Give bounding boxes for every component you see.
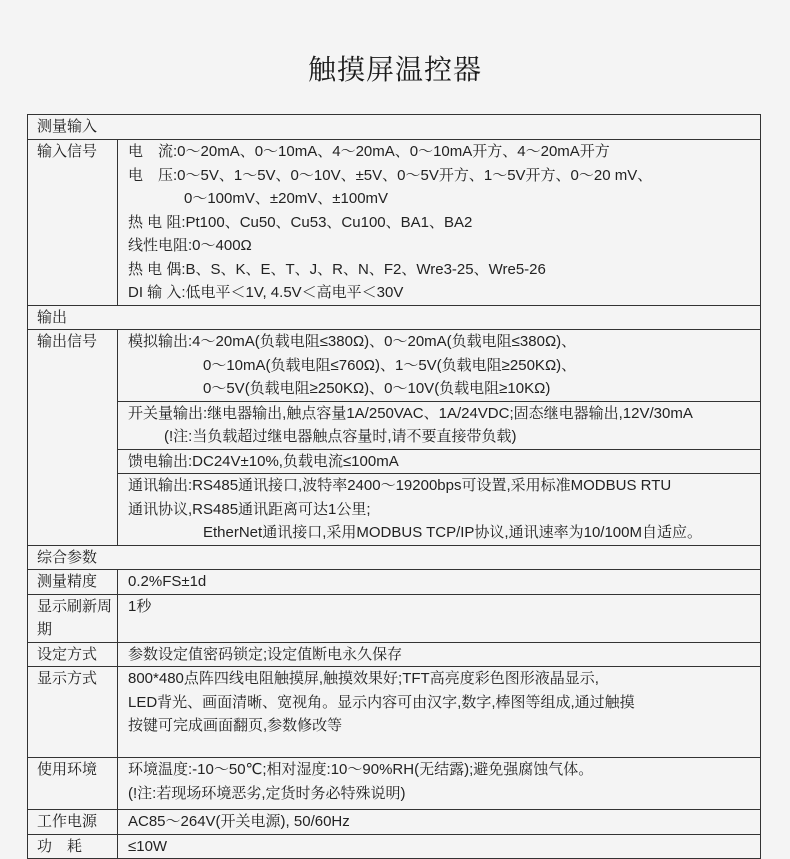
environment-value xyxy=(118,758,761,810)
label-output-signal: 输出信号 xyxy=(28,330,118,546)
spec-line: EtherNet通讯接口,采用MODBUS TCP/IP协议,通讯速率为10/100M自适应。 xyxy=(203,524,702,541)
spec-line: 模拟输出:4～20mA(负载电阻≤380Ω)、0～20mA(负载电阻≤380Ω)、 xyxy=(128,333,577,350)
spec-line: 0～10mA(负载电阻≤760Ω)、1～5V(负载电阻≥250KΩ)、 xyxy=(203,356,577,374)
spec-line: 开关量输出:继电器输出,触点容量1A/250VAC、1A/24VDC;固态继电器输出,12V/30mA xyxy=(128,404,693,422)
spec-line: 通讯协议,RS485通讯距离可达1公里; xyxy=(128,500,371,518)
spec-line: (!注:当负载超过继电器触点容量时,请不要直接带负载) xyxy=(164,428,517,445)
setting-value: 参数设定值密码锁定;设定值断电永久保存 xyxy=(118,642,761,667)
spec-line: DI 输 入:低电平＜1V, 4.5V＜高电平＜30V xyxy=(128,284,404,301)
label-refresh: 显示刷新周期 xyxy=(28,594,118,642)
label-environment: 使用环境 xyxy=(28,758,118,810)
spec-line: 电 流:0～20mA、0～10mA、4～20mA、0～10mA开方、4～20mA开方 xyxy=(128,143,610,160)
refresh-value: 1秒 xyxy=(118,594,761,642)
spec-line: (!注:若现场环境恶劣,定货时务必特殊说明) xyxy=(128,784,406,802)
spec-line: 热 电 偶:B、S、K、E、T、J、R、N、F2、Wre3-25、Wre5-26 xyxy=(128,260,546,278)
section-output: 输出 xyxy=(28,305,761,330)
analog-output xyxy=(118,330,761,402)
spec-line: LED背光、画面清晰、宽视角。显示内容可由汉字,数字,棒图等组成,通过触摸 xyxy=(128,693,635,711)
label-setting: 设定方式 xyxy=(28,642,118,667)
spec-line: 0～5V(负载电阻≥250KΩ)、0～10V(负载电阻≥10KΩ) xyxy=(203,380,551,397)
spec-line: 热 电 阻:Pt100、Cu50、Cu53、Cu100、BA1、BA2 xyxy=(128,213,473,231)
input-signal-value xyxy=(118,140,761,306)
spec-line: 按键可完成画面翻页,参数修改等 xyxy=(128,717,343,734)
section-input: 测量输入 xyxy=(28,115,761,140)
spec-line: 线性电阻:0～400Ω xyxy=(128,237,252,254)
label-consumption: 功 耗 xyxy=(28,834,118,859)
spec-line: 0～100mV、±20mV、±100mV xyxy=(184,190,389,207)
power-value: AC85～264V(开关电源), 50/60Hz xyxy=(118,810,761,835)
label-display: 显示方式 xyxy=(28,667,118,758)
comm-output xyxy=(118,474,761,546)
label-input-signal: 输入信号 xyxy=(28,140,118,306)
label-accuracy: 测量精度 xyxy=(28,570,118,595)
feed-output: 馈电输出:DC24V±10%,负载电流≤100mA xyxy=(118,449,761,474)
spec-line: 800*480点阵四线电阻触摸屏,触摸效果好;TFT高亮度彩色图形液晶显示, xyxy=(128,670,599,687)
display-value xyxy=(118,667,761,758)
consumption-value: ≤10W xyxy=(118,834,761,859)
spec-line: 环境温度:-10～50℃;相对湿度:10～90%RH(无结露);避免强腐蚀气体。 xyxy=(128,761,594,778)
section-general: 综合参数 xyxy=(28,545,761,570)
accuracy-value: 0.2%FS±1d xyxy=(118,570,761,595)
label-power: 工作电源 xyxy=(28,810,118,835)
spec-line: 电 压:0～5V、1～5V、0～10V、±5V、0～5V开方、1～5V开方、0～20 mV、 xyxy=(128,166,653,184)
spec-table xyxy=(27,114,761,859)
switch-output xyxy=(118,401,761,449)
spec-line: 通讯输出:RS485通讯接口,波特率2400～19200bps可设置,采用标准MODBUS RTU xyxy=(128,477,672,494)
page-title: 触摸屏温控器 xyxy=(307,54,482,85)
